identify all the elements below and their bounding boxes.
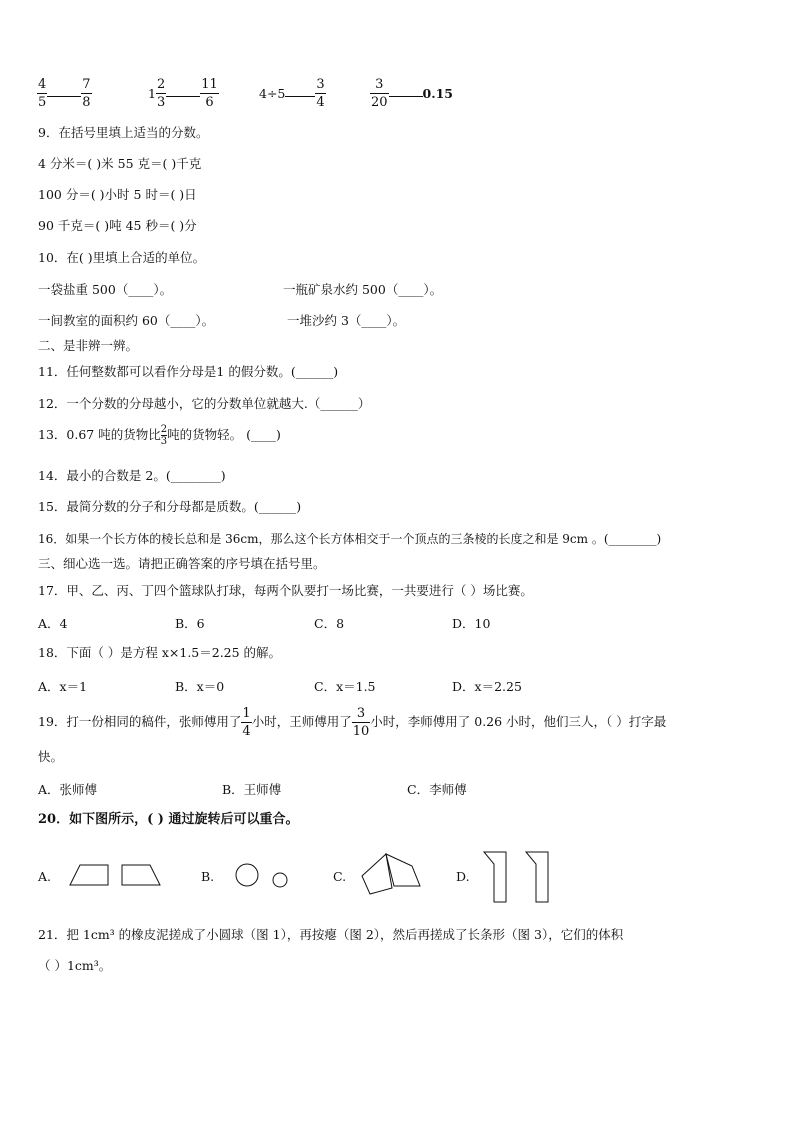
q18-option-d[interactable]: D．x＝2.25 xyxy=(452,679,522,694)
q12: 12．一个分数的分母越小，它的分数单位就越大.（______） xyxy=(38,396,371,411)
q10-stem: 10．在( )里填上合适的单位。 xyxy=(38,250,206,265)
q11: 11．任何整数都可以看作分母是1 的假分数。(______) xyxy=(38,364,339,379)
compare-item-2: 1 $\frac{2}{3}$ $\frac{11}{6}$ xyxy=(148,77,218,110)
q21-line1: 21．把 1cm³ 的橡皮泥搓成了小圆球（图 1），再按瘪（图 2），然后再搓成了长条形（图 3），它们的体积 xyxy=(38,927,624,942)
figure-a-trapezoids xyxy=(66,860,166,890)
q14: 14．最小的合数是 2。(________) xyxy=(38,468,226,483)
q9-stem: 9．在括号里填上适当的分数。 xyxy=(38,125,209,140)
q9-line3: 90 千克＝( )吨 45 秒＝( )分 xyxy=(38,218,197,233)
compare-item-4: $\frac{3}{20}$ 0.15 xyxy=(371,77,453,110)
q18-option-b[interactable]: B．x＝0 xyxy=(175,679,225,694)
answer-blank[interactable] xyxy=(47,96,81,97)
section-3-heading: 三、细心选一选。请把正确答案的序号填在括号里。 xyxy=(38,556,326,571)
q16: 16．如果一个长方体的棱长总和是 36cm，那么这个长方体相交于一个顶点的三条棱的长度之和是 9cm 。(________) xyxy=(38,532,662,546)
fraction: $\frac{3}{20}$ xyxy=(371,77,388,110)
fraction: $\frac{2}{3}$ xyxy=(156,77,166,110)
fraction: $\frac{2}{3}$ xyxy=(160,424,168,447)
fraction: $\frac{7}{8}$ xyxy=(82,77,91,110)
q20-option-b[interactable]: B. xyxy=(201,869,215,884)
q10-b: 一瓶矿泉水约 500（____）。 xyxy=(283,282,443,297)
fraction: $\frac{3}{4}$ xyxy=(316,77,325,110)
answer-blank[interactable] xyxy=(166,96,200,97)
q10-c: 一间教室的面积约 60（____）。 xyxy=(38,313,215,328)
q17-option-b[interactable]: B．6 xyxy=(175,616,205,631)
q9-line2: 100 分＝( )小时 5 时＝( )日 xyxy=(38,187,197,202)
fraction: $\frac{4}{5}$ xyxy=(38,77,47,110)
q20-option-d[interactable]: D. xyxy=(456,869,470,884)
q18-option-a[interactable]: A．x＝1 xyxy=(38,679,88,694)
answer-blank[interactable] xyxy=(389,96,423,97)
q18-stem: 18．下面（ ）是方程 x×1.5＝2.25 的解。 xyxy=(38,645,282,660)
q15: 15．最简分数的分子和分母都是质数。(______) xyxy=(38,499,302,514)
q21-line2: （ ）1cm³。 xyxy=(38,958,112,973)
q10-d: 一堆沙约 3（____）。 xyxy=(287,313,406,328)
fraction: $\frac{3}{10}$ xyxy=(352,706,370,739)
q20-option-a[interactable]: A. xyxy=(38,869,52,884)
q19-option-a[interactable]: A．张师傅 xyxy=(38,782,98,797)
q17-stem: 17．甲、乙、丙、丁四个篮球队打球，每两个队要打一场比赛，一共要进行（ ）场比赛。 xyxy=(38,583,533,598)
figure-d-shapes xyxy=(482,850,554,906)
compare-item-3: 4÷5 $\frac{3}{4}$ xyxy=(259,77,325,110)
section-2-heading: 二、是非辨一辨。 xyxy=(38,338,139,353)
q19-cont: 快。 xyxy=(38,749,64,764)
q19-option-b[interactable]: B．王师傅 xyxy=(222,782,282,797)
fraction: $\frac{1}{4}$ xyxy=(242,706,251,739)
figure-b-circles xyxy=(232,860,292,892)
q10-a: 一袋盐重 500（____）。 xyxy=(38,282,173,297)
q17-option-c[interactable]: C．8 xyxy=(314,616,345,631)
compare-item-1 xyxy=(37,76,92,111)
q17-option-d[interactable]: D．10 xyxy=(452,616,491,631)
q20-stem: 20．如下图所示，( ) 通过旋转后可以重合。 xyxy=(38,812,299,827)
answer-blank[interactable] xyxy=(285,96,315,97)
fraction: $\frac{11}{6}$ xyxy=(201,77,218,110)
q20-option-c[interactable]: C. xyxy=(333,869,347,884)
q13: 13．0.67 吨的货物比 $\frac{2}{3}$ 吨的货物轻。 (____) xyxy=(38,424,281,447)
q18-option-c[interactable]: C．x＝1.5 xyxy=(314,679,376,694)
q19-stem: 19．打一份相同的稿件，张师傅用了 $\frac{1}{4}$ 小时，王师傅用了 $\frac{3}{10}$ 小时，李师傅用了 0.26 小时，他们三人，（ ）打字最 xyxy=(38,706,667,739)
q9-line1: 4 分米＝( )米 55 克＝( )千克 xyxy=(38,156,202,171)
q17-option-a[interactable]: A．4 xyxy=(38,616,68,631)
q19-option-c[interactable]: C．李师傅 xyxy=(407,782,467,797)
figure-c-polygons xyxy=(358,848,428,898)
